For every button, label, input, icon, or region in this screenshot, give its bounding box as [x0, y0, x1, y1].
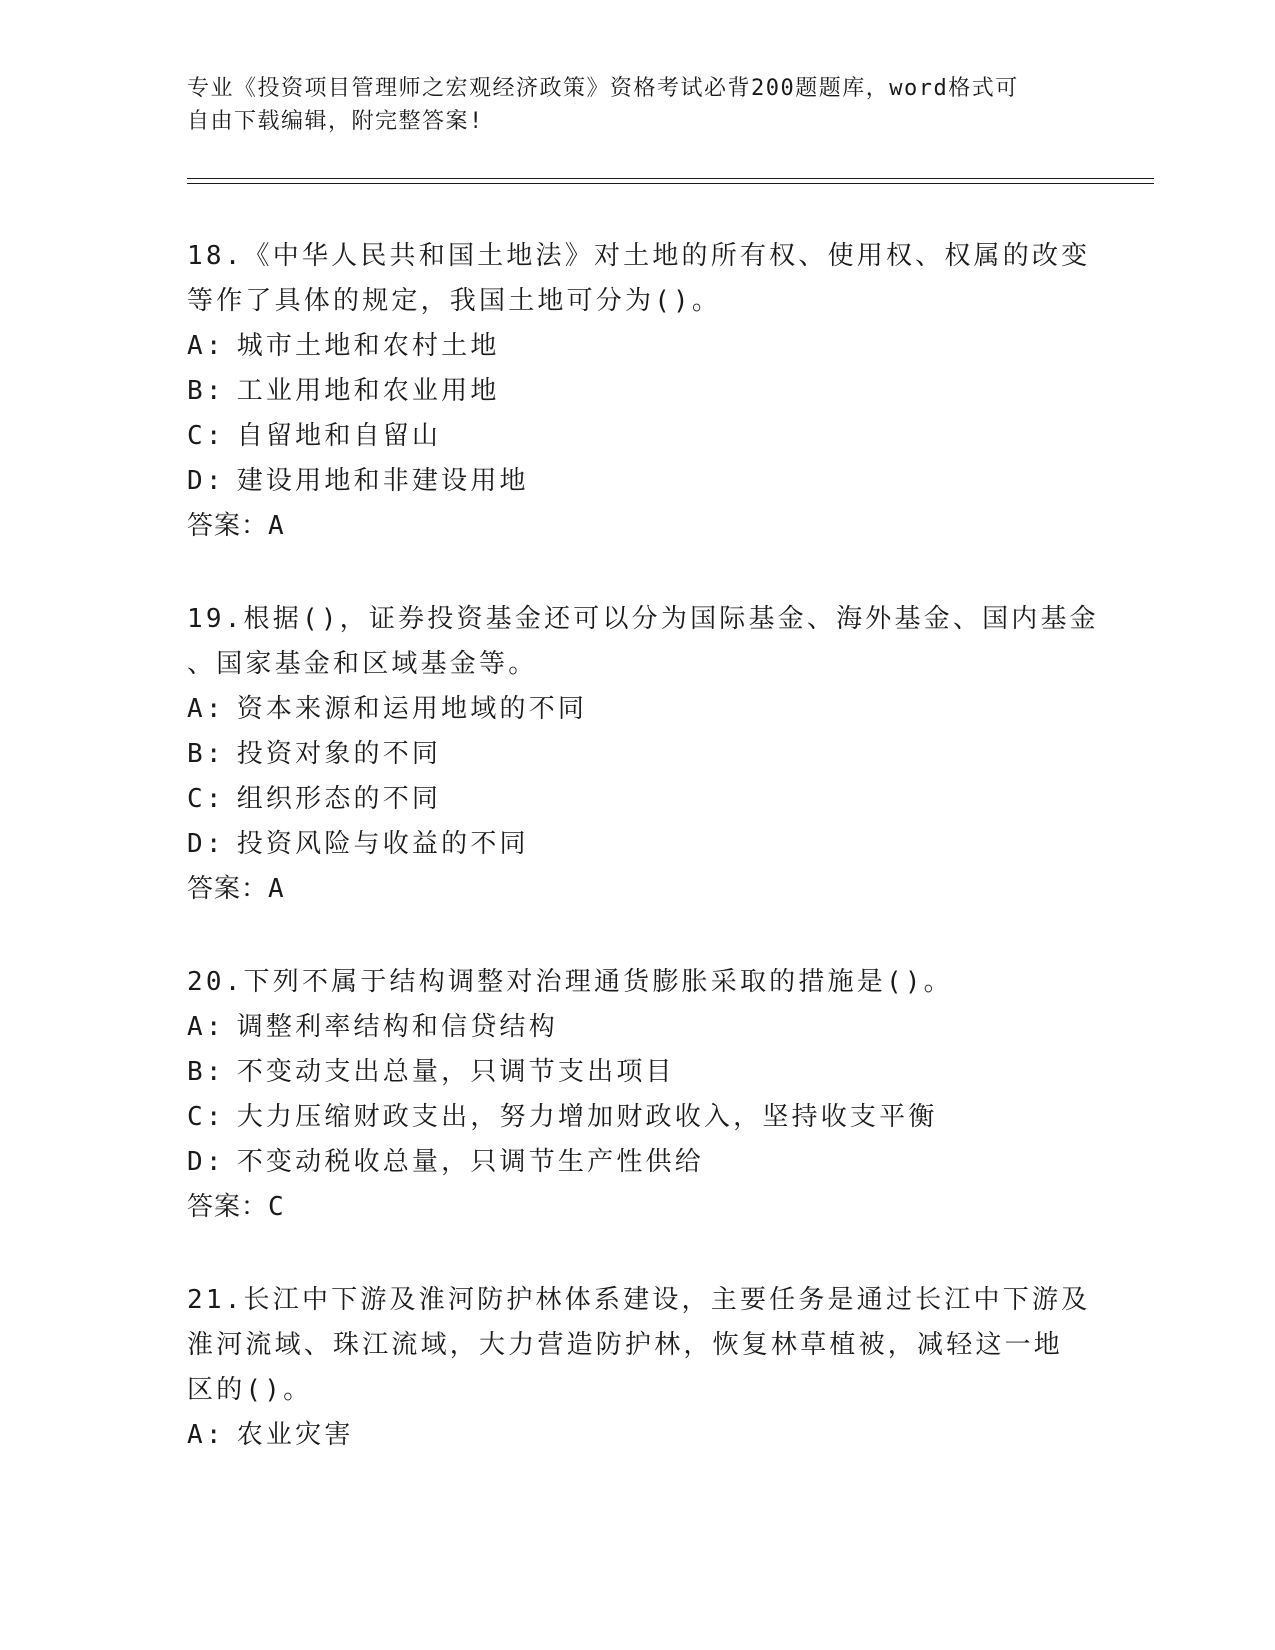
option-text: 资本来源和运用地域的不同	[236, 694, 588, 724]
option-a	[187, 1005, 1087, 1050]
option-c	[187, 777, 1087, 822]
option-d	[187, 1140, 1087, 1185]
option-text: 组织形态的不同	[236, 784, 442, 814]
header-divider-top	[187, 178, 1154, 179]
option-letter: C:	[187, 784, 225, 814]
option-c	[187, 1095, 1087, 1140]
option-letter: A:	[187, 1420, 225, 1450]
question-text-line: 20.下列不属于结构调整对治理通货膨胀采取的措施是()。	[187, 967, 953, 997]
question-text-line: 19.根据()，证券投资基金还可以分为国际基金、海外基金、国内基金	[187, 604, 1099, 634]
question-20	[187, 960, 1087, 1230]
option-letter: C:	[187, 421, 225, 451]
question-text-line: 、国家基金和区域基金等。	[187, 649, 538, 679]
option-letter: D:	[187, 829, 225, 859]
option-b	[187, 1050, 1087, 1095]
document-header	[187, 72, 1087, 138]
option-b	[187, 369, 1087, 414]
answer-label: 答案：	[187, 874, 269, 904]
option-text: 调整利率结构和信贷结构	[236, 1012, 558, 1042]
option-text: 建设用地和非建设用地	[236, 466, 529, 496]
question-21	[187, 1278, 1091, 1458]
option-text: 投资风险与收益的不同	[236, 829, 529, 859]
question-text-line: 淮河流域、珠江流域，大力营造防护林，恢复林草植被，减轻这一地	[187, 1330, 1064, 1360]
option-letter: D:	[187, 1147, 225, 1177]
header-line-1: 专业《投资项目管理师之宏观经济政策》资格考试必背200题题库，word格式可	[187, 76, 1019, 101]
answer-line	[187, 504, 1087, 549]
question-text-line: 区的()。	[187, 1375, 313, 1405]
option-text: 投资对象的不同	[236, 739, 442, 769]
option-letter: A:	[187, 1012, 225, 1042]
answer-label: 答案：	[187, 1192, 269, 1222]
option-letter: D:	[187, 466, 225, 496]
question-19	[187, 597, 1099, 912]
answer-line	[187, 867, 1087, 912]
option-letter: A:	[187, 331, 225, 361]
option-text: 城市土地和农村土地	[236, 331, 500, 361]
option-text: 工业用地和农业用地	[236, 376, 500, 406]
option-a	[187, 324, 1087, 369]
option-letter: C:	[187, 1102, 225, 1132]
question-18	[187, 234, 1091, 549]
option-text: 不变动支出总量，只调节支出项目	[236, 1057, 675, 1087]
option-a	[187, 1413, 1087, 1458]
question-text-line: 21.长江中下游及淮河防护林体系建设，主要任务是通过长江中下游及	[187, 1285, 1091, 1315]
option-c	[187, 414, 1087, 459]
option-d	[187, 459, 1087, 504]
answer-value: A	[268, 511, 285, 541]
question-text-line: 等作了具体的规定，我国土地可分为()。	[187, 286, 722, 316]
answer-value: C	[268, 1192, 285, 1222]
option-letter: A:	[187, 694, 225, 724]
header-line-2: 自由下载编辑，附完整答案!	[187, 109, 484, 134]
answer-value: A	[268, 874, 285, 904]
option-b	[187, 732, 1087, 777]
option-text: 不变动税收总量，只调节生产性供给	[236, 1147, 704, 1177]
question-text-line: 18.《中华人民共和国土地法》对土地的所有权、使用权、权属的改变	[187, 241, 1091, 271]
option-text: 自留地和自留山	[236, 421, 442, 451]
option-text: 农业灾害	[236, 1420, 354, 1450]
answer-line	[187, 1185, 1087, 1230]
option-d	[187, 822, 1087, 867]
option-letter: B:	[187, 376, 225, 406]
option-letter: B:	[187, 739, 225, 769]
option-a	[187, 687, 1087, 732]
option-text: 大力压缩财政支出，努力增加财政收入，坚持收支平衡	[236, 1102, 938, 1132]
answer-label: 答案：	[187, 511, 269, 541]
header-divider-bottom	[187, 183, 1154, 184]
option-letter: B:	[187, 1057, 225, 1087]
